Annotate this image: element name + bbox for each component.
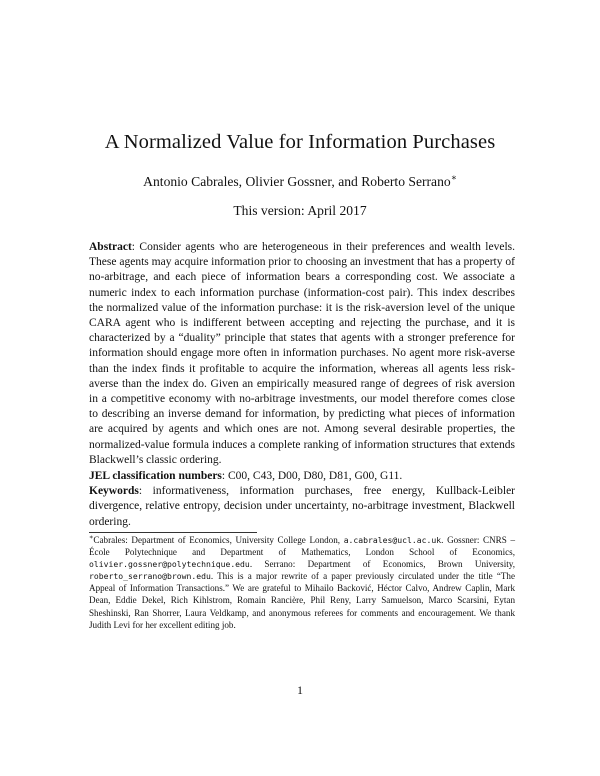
author-footnote-mark: ∗ [450, 172, 457, 183]
footnote-divider [89, 532, 257, 533]
abstract-text: : Consider agents who are heterogeneous in their preferences and wealth levels. These agents may acquire information prior to choosing an investment that has a property of no-arbitrage, and each piece of information bears a corresponding cost. We associate a numeric index to each information purchase (information-cost pair). This index describes the normalized value of the information purchase: it is the risk-aversion level of the unique CARA agent who is indifferent between accepting and rejecting the purchase, and it is characterized by a “duality” principle that states that agents with a stronger preference for information should engage more often in information purchases. No agent more risk-averse than the index finds it profitable to acquire the information, whereas all agents less risk-averse than the index do. Given an empirically measured range of degrees of risk aversion in a competitive economy with no-arbitrage investments, our model therefore comes close to describing an inverse demand for information, by predicting what pieces of information are acquired by agents and which ones are not. Among several desirable properties, the normalized-value formula induces a complete ranking of information structures that extends Blackwell’s classic ordering. [89, 241, 515, 466]
jel-codes: : C00, C43, D00, D80, D81, G00, G11. [221, 470, 403, 483]
version-date: This version: April 2017 [233, 203, 367, 218]
keywords-text: : informativeness, information purchases, free energy, Kullback-Leibler divergence, relative entropy, decision under uncertainty, no-arbitrage investment, Blackwell ordering. [89, 485, 515, 528]
serrano-email-link[interactable]: roberto_serrano@brown.edu [89, 571, 211, 582]
footnote-affiliations-1: Cabrales: Department of Economics, University College London, [93, 535, 344, 545]
authors-text: Antonio Cabrales, Olivier Gossner, and Roberto Serrano [143, 174, 451, 189]
footnote-acknowledgements: . This is a major rewrite of a paper previously circulated under the title “The Appeal of Information Transactions.” We are grateful to Mihailo Backović, Héctor Calvo, Andrew Caplin, Mark Dean, Eddie Dekel, Rich Kihlstrom, Romain Rancière, Phil Reny, Larry Samuelson, Marco Scarsini, Eytan Sheshinski, Ran Shorrer, Laura Veldkamp, and anonymous referees for comments and encouragement. We thank Judith Levi for her excellent editing job. [89, 571, 515, 630]
abstract-label: Abstract [89, 241, 132, 253]
author-footnote [89, 534, 515, 631]
jel-classification [89, 469, 515, 484]
footnote-affiliations-3: . Serrano: Department of Economics, Brown University, [249, 559, 515, 570]
abstract-section [89, 240, 515, 530]
footnote-mark: ∗ [89, 533, 94, 541]
gossner-email-link[interactable]: olivier.gossner@polytechnique.edu [89, 559, 250, 570]
page-number: 1 [297, 683, 303, 697]
author-list [0, 174, 600, 190]
footnote-affiliations-2: . Gossner: CNRS – École Polytechnique and Department of Mathematics, London School of Economics, [89, 535, 515, 558]
cabrales-email-link[interactable]: a.cabrales@ucl.ac.uk [343, 535, 442, 545]
keywords [89, 484, 515, 530]
keywords-label: Keywords [89, 485, 139, 498]
jel-label: JEL classification numbers [89, 470, 222, 483]
abstract-paragraph [89, 240, 515, 468]
paper-title: A Normalized Value for Information Purchases [104, 131, 496, 153]
